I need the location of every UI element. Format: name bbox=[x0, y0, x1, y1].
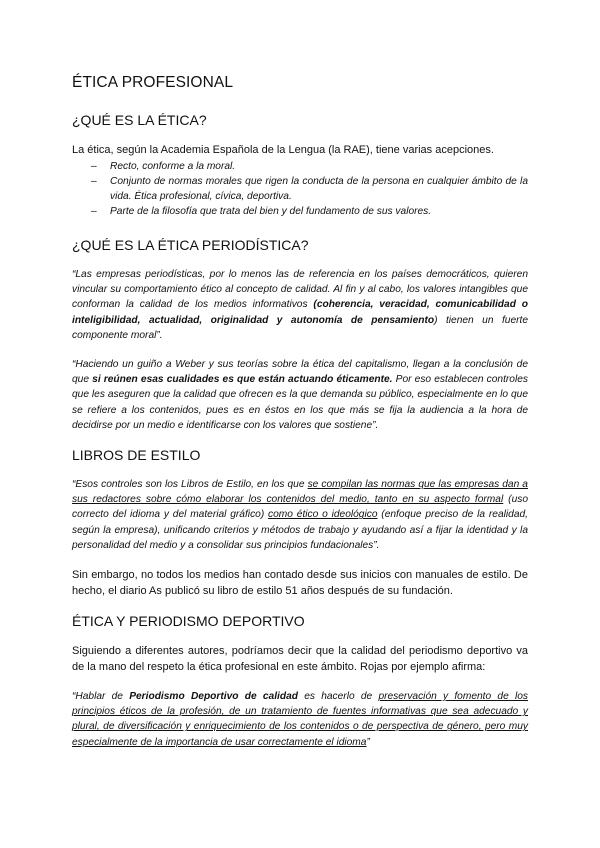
body-paragraph: Siguiendo a diferentes autores, podríamos decir que la calidad del periodismo deportivo va de la mano del respeto la ética profesional en este ámbito. Rojas por ejemplo afirma: bbox=[72, 645, 528, 674]
quote-libros-de-estilo bbox=[72, 477, 528, 553]
section-etica-periodistica bbox=[72, 237, 528, 433]
quote-text: “Haciendo un guiño a Weber y sus teorías sobre la ética del capitalismo, llegan a la conclusión de que bbox=[72, 359, 528, 386]
definition-item: – Parte de la filosofía que trata del bien y del fundamento de sus valores. bbox=[72, 204, 528, 219]
section-libros-de-estilo bbox=[72, 447, 528, 599]
quote-bold-text: si reúnen esas cualidades es que están actuando éticamente. bbox=[92, 374, 393, 386]
intro-paragraph: La ética, según la Academia Española de la Lengua (la RAE), tiene varias acepciones. bbox=[72, 144, 494, 156]
section-heading: ¿QUÉ ES LA ÉTICA PERIODÍSTICA? bbox=[72, 237, 309, 253]
body-paragraph: Sin embargo, no todos los medios han contado desde sus inicios con manuales de estilo. De hecho, el diario As publicó su libro de estilo 51 años después de su fundación. bbox=[72, 569, 528, 598]
section-heading: ÉTICA Y PERIODISMO DEPORTIVO bbox=[72, 613, 305, 630]
definitions-list bbox=[72, 159, 528, 219]
quote-rojas bbox=[72, 689, 528, 750]
quote-text: “Esos controles son los Libros de Estilo, en los que bbox=[72, 479, 308, 491]
quote-text: ” bbox=[366, 736, 370, 748]
quote-calidad bbox=[72, 267, 528, 343]
quote-underlined-text: preservación y fomento de los principios éticos de la profesión, de un tratamiento de fuentes informativas que sea adecuado y plural, de diversificación y enriquecimiento de los contenidos o de perspectiva de género, pero muy especialmente de la importancia de usar correctamente el idioma bbox=[72, 691, 529, 748]
definition-item: – Conjunto de normas morales que rigen la conducta de la persona en cualquier ámbito de la vida. Ética profesional, cívica, deportiva. bbox=[72, 174, 528, 204]
quote-bold-text: (coherencia, veracidad, comunicabilidad o inteligibilidad, actualidad, originalidad y autonomía de pensamiento bbox=[72, 299, 528, 326]
quote-text: (enfoque preciso de la realidad, según la empresa), unificando criterios y métodos de trabajo y ayudando así a fijar la identidad y la personalidad del medio y a consolidar sus principios fundacionales”. bbox=[72, 509, 528, 551]
quote-weber bbox=[72, 357, 528, 433]
quote-text: “Las empresas periodísticas, por lo menos las de referencia en los países democráticos, quieren vincular su comportamiento ético al concepto de calidad. Al fin y al cabo, los valores intangibles que conforman la calidad de los medios informativos bbox=[72, 269, 528, 311]
quote-underlined-text: se compilan las normas que las empresas dan a sus redactores sobre cómo elaborar los contenidos del medio, tanto en su aspecto formal bbox=[72, 479, 528, 506]
quote-underlined-text: como ético o ideológico bbox=[268, 509, 378, 521]
quote-text: ) tienen un fuerte componente moral”. bbox=[72, 314, 529, 341]
quote-bold-text: Periodismo Deportivo de calidad bbox=[129, 691, 298, 703]
section-heading: LIBROS DE ESTILO bbox=[72, 447, 201, 464]
section-heading: ¿QUÉ ES LA ÉTICA? bbox=[72, 112, 207, 128]
quote-text: (uso correcto del idioma y del material gráfico) bbox=[72, 494, 528, 521]
quote-text: “Hablar de bbox=[72, 691, 130, 703]
document-title: ÉTICA PROFESIONAL bbox=[72, 74, 234, 91]
definition-item: – Recto, conforme a la moral. bbox=[72, 159, 528, 174]
quote-text: Por eso establecen controles que les aseguren que la calidad que ofrecen es la que demanda su público, especialmente en lo que se refiere a los contenidos, pues es en éstos en los que más se fija la audiencia a la hora de decidirse por un medio e identificarse con los valores que sostiene”. bbox=[72, 374, 528, 431]
section-etica-periodismo-deportivo bbox=[72, 613, 528, 750]
quote-text: es hacerlo de bbox=[297, 691, 379, 703]
section-que-es-la-etica bbox=[72, 112, 528, 219]
